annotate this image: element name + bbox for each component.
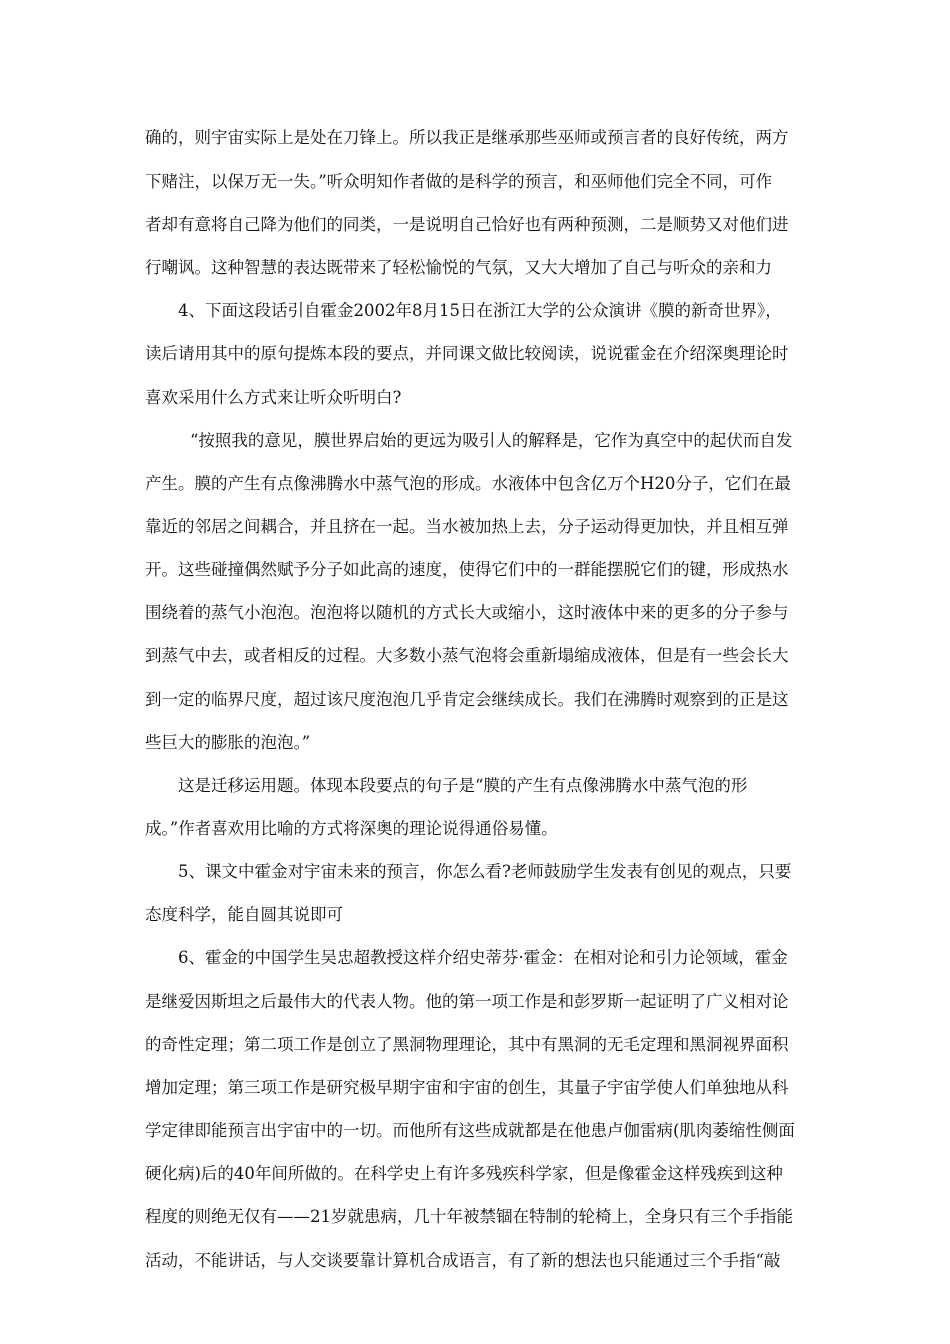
text-line: 的奇性定理；第二项工作是创立了黑洞物理理论，其中有黑洞的无毛定理和黑洞视界面积 (145, 1035, 789, 1054)
text-line: 些巨大的膨胀的泡泡。” (145, 733, 311, 752)
text-line: 成。”作者喜欢用比喻的方式将深奥的理论说得通俗易懂。 (145, 819, 558, 838)
text-line: 读后请用其中的原句提炼本段的要点，并同课文做比较阅读，说说霍金在介绍深奥理论时 (145, 344, 789, 363)
text-line: 到蒸气中去，或者相反的过程。大多数小蒸气泡将会重新塌缩成液体，但是有一些会长大 (145, 646, 789, 665)
text-line: 学定律即能预言出宇宙中的一切。而他所有这些成就都是在他患卢伽雷病(肌肉萎缩性侧面 (145, 1121, 795, 1140)
text-line: 开。这些碰撞偶然赋予分子如此高的速度，使得它们中的一群能摆脱它们的键，形成热水 (145, 560, 789, 579)
text-line: 确的，则宇宙实际上是处在刀锋上。所以我正是继承那些巫师或预言者的良好传统，两方 (145, 128, 789, 147)
answer-line: 这是迁移运用题。体现本段要点的句子是“膜的产生有点像沸腾水中蒸气泡的形 (178, 776, 748, 795)
text-line: 活动，不能讲话，与人交谈要靠计算机合成语言，有了新的想法也只能通过三个手指“敲 (145, 1251, 781, 1270)
quote-line: “按照我的意见，膜世界启始的更远为吸引人的解释是，它作为真空中的起伏而自发 (190, 431, 793, 450)
text-line: 靠近的邻居之间耦合，并且挤在一起。当水被加热上去，分子运动得更加快，并且相互弹 (145, 517, 789, 536)
text-line: 产生。膜的产生有点像沸腾水中蒸气泡的形成。水液体中包含亿万个H20分子，它们在最 (145, 474, 791, 493)
text-line: 到一定的临界尺度，超过该尺度泡泡几乎肯定会继续成长。我们在沸腾时观察到的正是这 (145, 690, 789, 709)
text-line: 态度科学，能自圆其说即可 (145, 905, 343, 924)
question-6-line: 6、霍金的中国学生吴忠超教授这样介绍史蒂芬·霍金：在相对论和引力论领域，霍金 (178, 948, 788, 967)
text-line: 程度的则绝无仅有——21岁就患病，几十年被禁锢在特制的轮椅上，全身只有三个手指能 (145, 1207, 793, 1226)
text-line: 行嘲讽。这种智慧的表达既带来了轻松愉悦的气氛，又大大增加了自己与听众的亲和力 (145, 258, 772, 277)
text-line: 喜欢采用什么方式来让听众听明白? (145, 388, 402, 407)
text-line: 下赌注，以保万无一失。”听众明知作者做的是科学的预言，和巫师他们完全不同，可作 (145, 172, 773, 191)
text-line: 是继爱因斯坦之后最伟大的代表人物。他的第一项工作是和彭罗斯一起证明了广义相对论 (145, 992, 789, 1011)
text-line: 者却有意将自己降为他们的同类，一是说明自己恰好也有两种预测，二是顺势又对他们进 (145, 215, 789, 234)
text-line: 硬化病)后的40年间所做的。在科学史上有许多残疾科学家，但是像霍金这样残疾到这种 (145, 1164, 783, 1183)
text-line: 增加定理；第三项工作是研究极早期宇宙和宇宙的创生，其量子宇宙学使人们单独地从科 (145, 1078, 789, 1097)
question-5-line: 5、课文中霍金对宇宙未来的预言，你怎么看?老师鼓励学生发表有创见的观点，只要 (178, 862, 792, 881)
text-line: 围绕着的蒸气小泡泡。泡泡将以随机的方式长大或缩小，这时液体中来的更多的分子参与 (145, 603, 789, 622)
question-4-line: 4、下面这段话引自霍金2002年8月15日在浙江大学的公众演讲《膜的新奇世界》， (178, 301, 782, 320)
